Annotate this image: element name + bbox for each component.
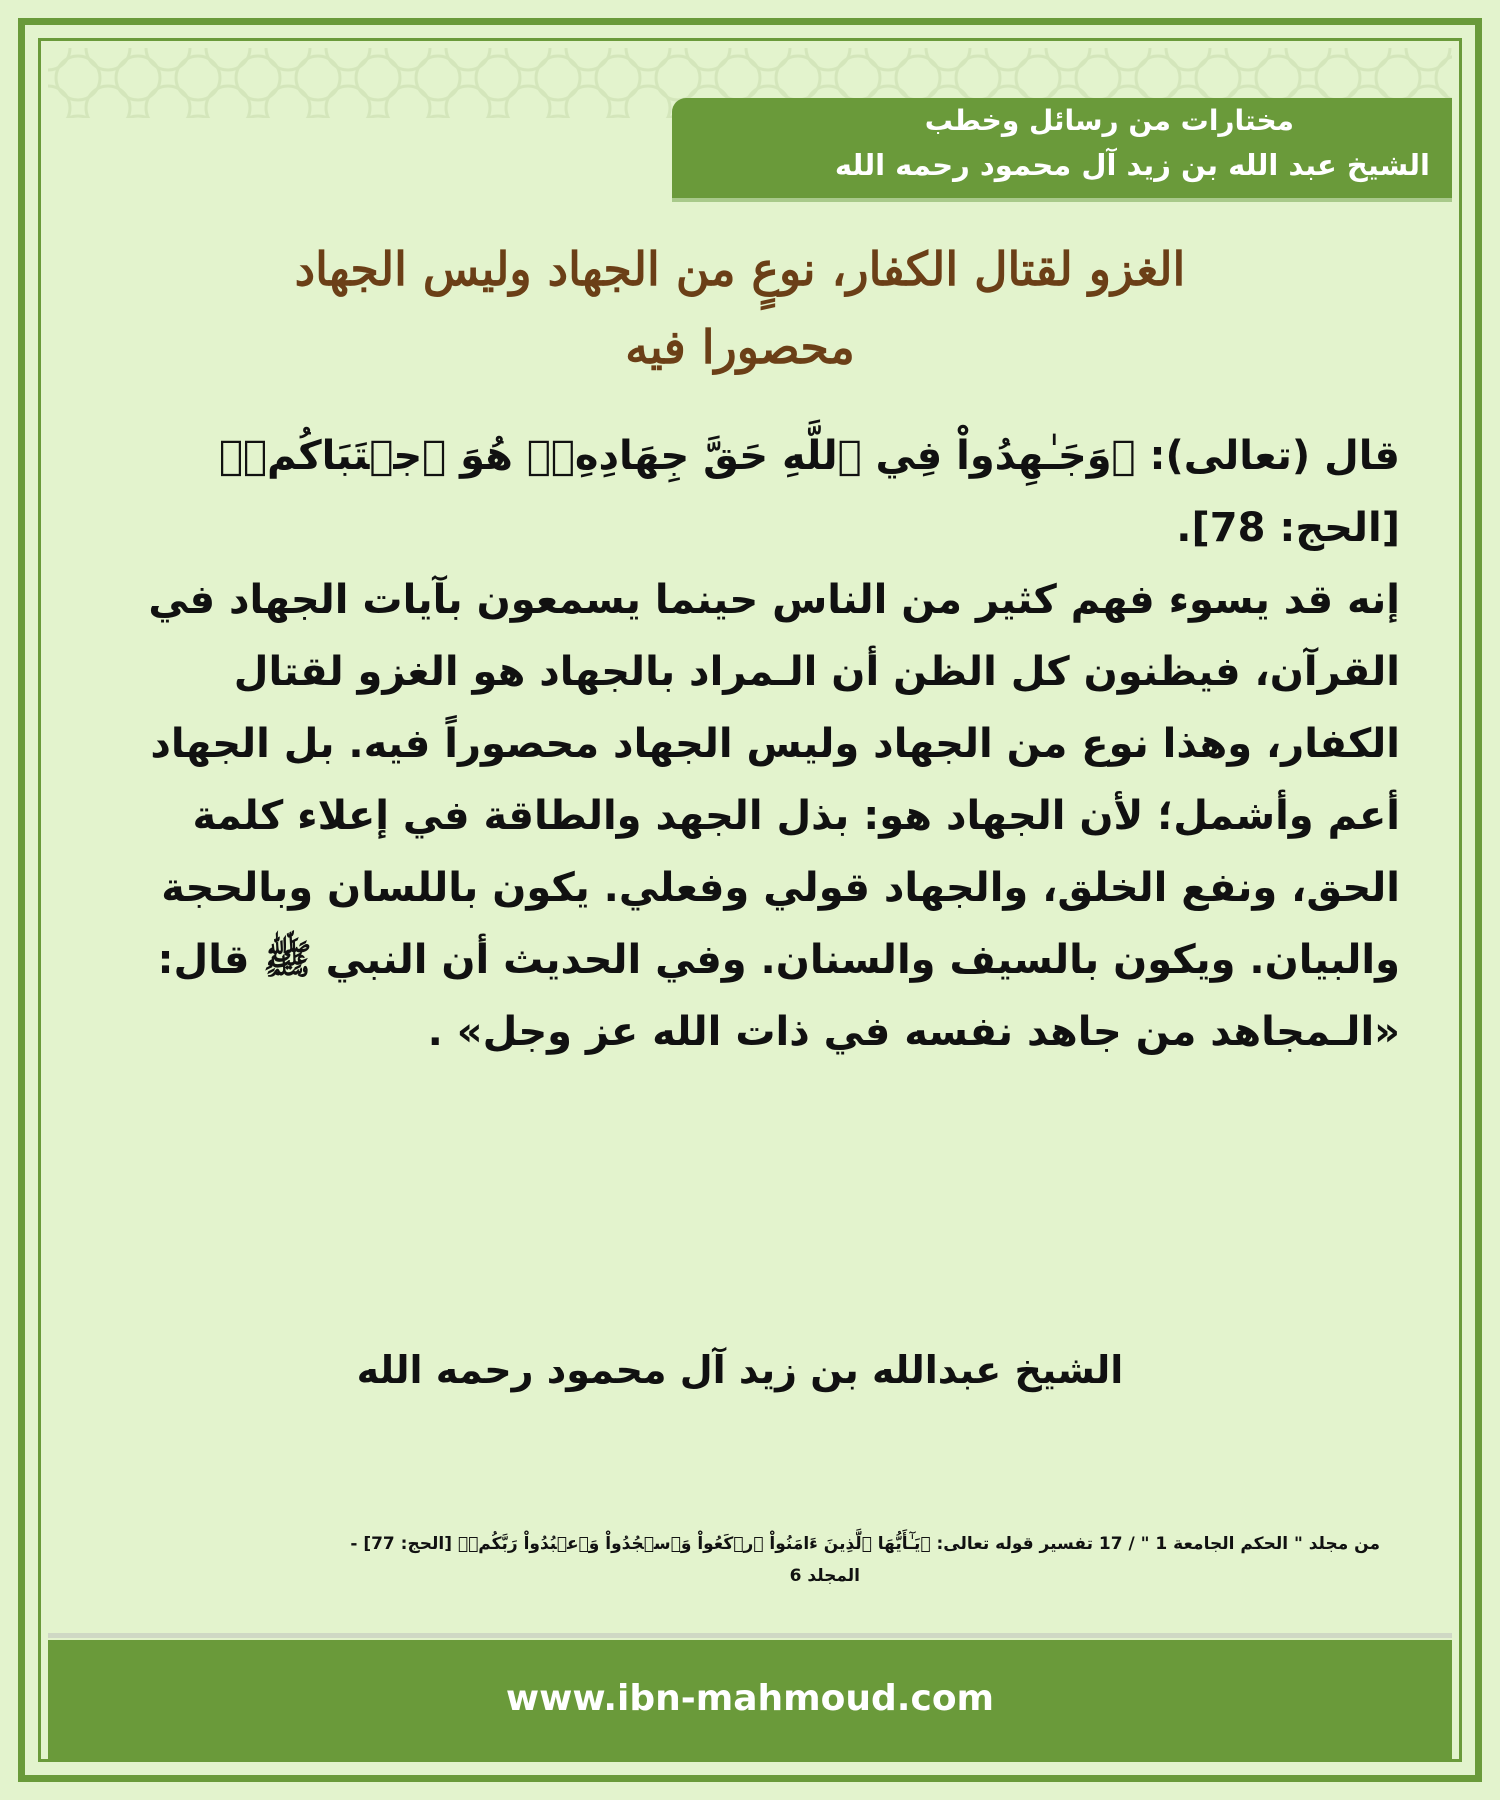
source-citation — [80, 1528, 1380, 1592]
divider — [48, 1633, 1452, 1638]
source-line-1: من مجلد " الحكم الجامعة 1 " / 17 تفسير قوله تعالى: ﴿يَـٰٓأَيُّهَا ٱلَّذِينَ ءَامَنُواْ ٱرۡكَعُواْ وَٱسۡجُدُواْ وَٱعۡبُدُواْ رَبَّكُمۡ﴾ [الحج: 77] - — [350, 1534, 1380, 1554]
verse-reference: [الحج: 78]. — [1176, 505, 1400, 551]
footer-bar — [48, 1640, 1452, 1762]
header-banner — [672, 98, 1452, 198]
article-body — [90, 420, 1400, 1068]
title-line-2: محصورا فيه — [625, 320, 855, 374]
header-author: الشيخ عبد الله بن زيد آل محمود رحمه الله — [834, 148, 1430, 182]
title-line-1: الغزو لقتال الكفار، نوعٍ من الجهاد وليس الجهاد — [294, 242, 1186, 296]
author-signature: الشيخ عبدالله بن زيد آل محمود رحمه الله — [356, 1348, 1124, 1392]
header-subtitle: مختارات من رسائل وخطب — [924, 104, 1294, 137]
quran-verse: قال (تعالى): ﴿وَجَـٰهِدُواْ فِي ٱللَّهِ حَقَّ جِهَادِهِۦۚ هُوَ ٱجۡتَبَاكُمۡ﴾ — [219, 433, 1400, 479]
article-title — [80, 230, 1400, 386]
body-paragraph: إنه قد يسوء فهم كثير من الناس حينما يسمعون بآيات الجهاد في القرآن، فيظنون كل الظن أن الـمراد بالجهاد هو الغزو لقتال الكفار، وهذا نوع من الجهاد وليس الجهاد محصوراً فيه. بل الجهاد أعم وأشمل؛ لأن الجهاد هو: بذل الجهد والطاقة في إعلاء كلمة الحق، ونفع الخلق، والجهاد قولي وفعلي. يكون باللسان وبالحجة والبيان. ويكون بالسيف والسنان. وفي الحديث أن النبي ﷺ قال: «الـمجاهد من جاهد نفسه في ذات الله عز وجل» . — [148, 577, 1400, 1055]
source-line-2: المجلد 6 — [789, 1566, 860, 1586]
website-link[interactable]: www.ibn-mahmoud.com — [505, 1678, 995, 1719]
